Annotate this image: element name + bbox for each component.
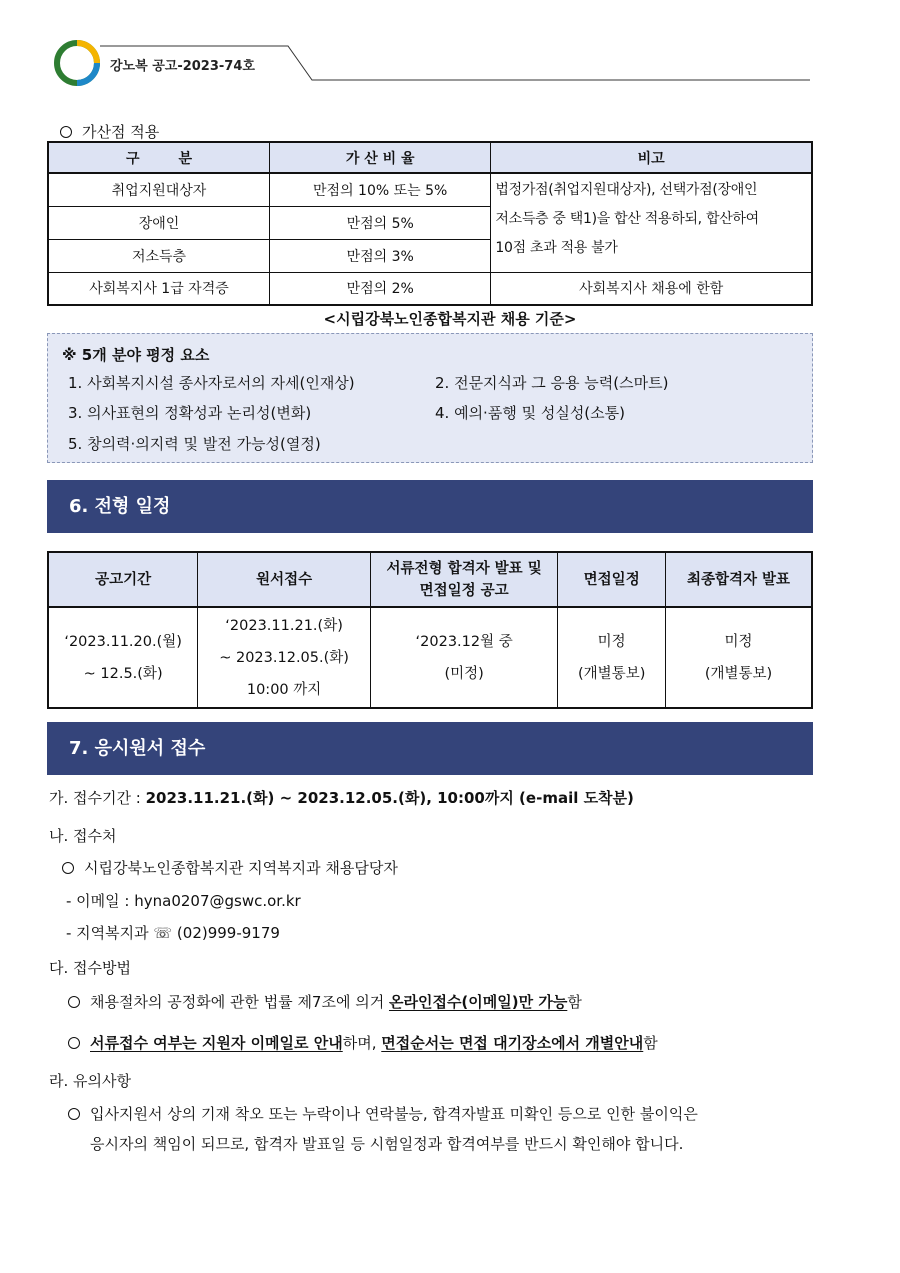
application-place-label: 나. 접수처 — [49, 827, 117, 845]
column-header: 비고 — [491, 142, 812, 173]
table-row: 사회복지사 1급 자격증 만점의 2% 사회복지사 채용에 한함 — [48, 272, 812, 305]
organization-logo — [54, 40, 100, 86]
table-row: 저소득층 만점의 3% — [48, 239, 812, 272]
section-heading-schedule: 6. 전형 일정 — [47, 480, 813, 533]
evaluation-item: 1. 사회복지시설 종사자로서의 자세(인재상) — [68, 374, 355, 392]
contact-phone: - 지역복지과 ☏ (02)999-9179 — [66, 924, 280, 942]
circle-bullet-icon — [68, 1108, 80, 1120]
circle-bullet-icon — [62, 862, 74, 874]
notes-label: 라. 유의사항 — [49, 1072, 131, 1090]
column-header: 최종합격자 발표 — [666, 552, 813, 607]
schedule-table — [47, 551, 813, 709]
circle-bullet-icon — [60, 126, 72, 138]
table-row: 취업지원대상자 만점의 10% 또는 5% 법정가점(취업지원대상자), 선택가점(장애인 저소득층 중 택1)을 합산 적용하되, 합산하여 10점 초과 적용 불가 — [48, 173, 812, 206]
evaluation-item: 2. 전문지식과 그 응용 능력(스마트) — [435, 374, 669, 392]
interview-date: 미정 (개별통보) — [558, 607, 666, 708]
notes-item: 입사지원서 상의 기재 착오 또는 누락이나 연락불능, 합격자발표 미확인 등으로 인한 불이익은 — [68, 1103, 698, 1124]
application-period: 가. 접수기간 : 2023.11.21.(화) ~ 2023.12.05.(화), 10:00까지 (e-mail 도착분) — [49, 789, 634, 807]
evaluation-title: ※ 5개 분야 평정 요소 — [62, 346, 210, 364]
evaluation-item: 3. 의사표현의 정확성과 논리성(변화) — [68, 404, 312, 422]
receipt-period: ‘2023.11.21.(화) ~ 2023.12.05.(화) 10:00 까지 — [198, 607, 371, 708]
column-header: 공고기간 — [48, 552, 198, 607]
document-result-date: ‘2023.12월 중 (미정) — [370, 607, 557, 708]
document-header — [50, 38, 810, 86]
section-heading-application: 7. 응시원서 접수 — [47, 722, 813, 775]
document-number: 강노복 공고-2023-74호 — [110, 59, 255, 74]
evaluation-box — [47, 333, 813, 463]
evaluation-item: 5. 창의력·의지력 및 발전 가능성(열정) — [68, 435, 321, 453]
notes-item-continued: 응시자의 책임이 되므로, 합격자 발표일 등 시험일정과 합격여부를 반드시 확인해야 합니다. — [90, 1135, 684, 1153]
column-header: 가 산 비 율 — [270, 142, 491, 173]
bonus-section-title: 가산점 적용 — [60, 121, 159, 142]
final-result-date: 미정 (개별통보) — [666, 607, 813, 708]
evaluation-item: 4. 예의·품행 및 성실성(소통) — [435, 404, 625, 422]
application-method-label: 다. 접수방법 — [49, 959, 131, 977]
contact-email: - 이메일 : hyna0207@gswc.or.kr — [66, 892, 301, 910]
table-row: 장애인 만점의 5% — [48, 206, 812, 239]
application-place-org: 시립강북노인종합복지관 지역복지과 채용담당자 — [62, 857, 398, 878]
column-header: 서류전형 합격자 발표 및 면접일정 공고 — [370, 552, 557, 607]
column-header: 원서접수 — [198, 552, 371, 607]
bonus-table — [47, 141, 813, 306]
announce-period: ‘2023.11.20.(월) ~ 12.5.(화) — [48, 607, 198, 708]
bonus-note: 법정가점(취업지원대상자), 선택가점(장애인 저소득층 중 택1)을 합산 적용하되, 합산하여 10점 초과 적용 불가 — [491, 173, 812, 272]
column-header: 구 분 — [48, 142, 270, 173]
table-caption: <시립강북노인종합복지관 채용 기준> — [323, 310, 577, 328]
circle-bullet-icon — [68, 1037, 80, 1049]
application-method-item: 서류접수 여부는 지원자 이메일로 안내하며, 면접순서는 면접 대기장소에서 개별안내함 — [68, 1032, 658, 1053]
column-header: 면접일정 — [558, 552, 666, 607]
application-method-item: 채용절차의 공정화에 관한 법률 제7조에 의거 온라인접수(이메일)만 가능함 — [68, 991, 582, 1012]
circle-bullet-icon — [68, 996, 80, 1008]
table-row — [48, 607, 812, 708]
